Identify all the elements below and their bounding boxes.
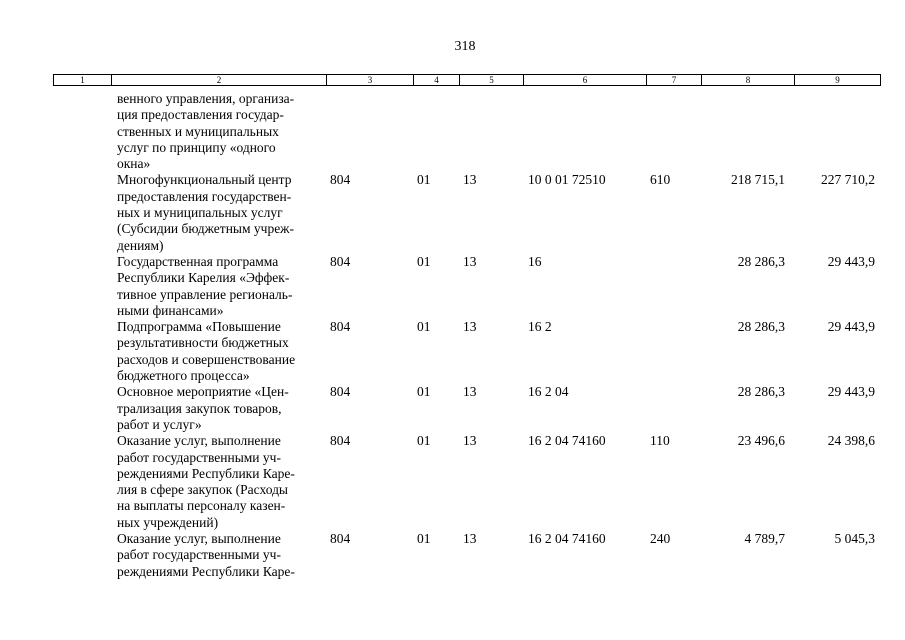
expense-type-code: 240: [650, 531, 671, 547]
table-row: [53, 531, 880, 580]
description-line: реждениями Республики Каре-: [117, 465, 295, 481]
row-description: [117, 254, 327, 319]
target-article-code: 16 2 04: [528, 384, 569, 400]
description-line: Подпрограмма «Повышение: [117, 319, 281, 335]
description-line: Республики Карелия «Эффек-: [117, 270, 290, 286]
row-description: [117, 531, 327, 580]
description-line: Оказание услуг, выполнение: [117, 433, 281, 449]
expense-type-code: 610: [650, 172, 671, 188]
table-row: [53, 433, 880, 531]
description-line: на выплаты персоналу казен-: [117, 498, 286, 514]
target-article-code: 16: [528, 253, 542, 269]
section-code: 01: [417, 433, 431, 449]
amount-year-2: 29 443,9: [827, 384, 875, 400]
column-header-3: 3: [327, 75, 414, 86]
section-code: 01: [417, 531, 431, 547]
description-line: Государственная программа: [117, 253, 279, 269]
target-article-code: 10 0 01 72510: [528, 172, 606, 188]
description-line: Основное мероприятие «Цен-: [117, 384, 289, 400]
column-number-header: [53, 74, 881, 86]
section-code: 01: [417, 384, 431, 400]
row-description: [117, 91, 327, 172]
description-line: бюджетного процесса»: [117, 368, 250, 384]
description-line: ными финансами»: [117, 302, 224, 318]
column-header-4: 4: [414, 75, 460, 86]
description-line: (Субсидии бюджетным учреж-: [117, 221, 295, 237]
description-line: венного управления, организа-: [117, 91, 295, 106]
ministry-code: 804: [330, 253, 351, 269]
description-line: Оказание услуг, выполнение: [117, 531, 281, 547]
target-article-code: 16 2 04 74160: [528, 433, 606, 449]
table-row: [53, 91, 880, 172]
table-row: [53, 384, 880, 433]
description-line: окна»: [117, 156, 151, 172]
column-header-1: 1: [54, 75, 112, 86]
budget-table-body: [53, 91, 880, 580]
description-line: дениям): [117, 237, 164, 253]
description-line: ственных и муниципальных: [117, 123, 279, 139]
description-line: услуг по принципу «одного: [117, 139, 276, 155]
amount-year-1: 4 789,7: [744, 531, 785, 547]
table-row: [53, 254, 880, 319]
amount-year-2: 227 710,2: [821, 172, 875, 188]
row-description: [117, 172, 327, 253]
subsection-code: 13: [463, 531, 477, 547]
amount-year-1: 28 286,3: [737, 319, 785, 335]
column-header-2: 2: [112, 75, 327, 86]
column-header-9: 9: [795, 75, 881, 86]
amount-year-2: 29 443,9: [827, 253, 875, 269]
description-line: предоставления государствен-: [117, 188, 292, 204]
description-line: Многофункциональный центр: [117, 172, 292, 188]
amount-year-1: 28 286,3: [737, 384, 785, 400]
section-code: 01: [417, 172, 431, 188]
description-line: ных учреждений): [117, 514, 219, 530]
amount-year-1: 23 496,6: [737, 433, 785, 449]
amount-year-2: 24 398,6: [827, 433, 875, 449]
subsection-code: 13: [463, 172, 477, 188]
column-header-8: 8: [702, 75, 795, 86]
amount-year-2: 5 045,3: [834, 531, 875, 547]
description-line: работ государственными уч-: [117, 449, 281, 465]
ministry-code: 804: [330, 319, 351, 335]
column-header-6: 6: [524, 75, 647, 86]
ministry-code: 804: [330, 384, 351, 400]
description-line: лия в сфере закупок (Расходы: [117, 482, 289, 498]
description-line: результативности бюджетных: [117, 335, 289, 351]
subsection-code: 13: [463, 253, 477, 269]
column-header-7: 7: [647, 75, 702, 86]
amount-year-1: 218 715,1: [731, 172, 785, 188]
column-header-5: 5: [460, 75, 524, 86]
table-row: [53, 172, 880, 253]
expense-type-code: 110: [650, 433, 670, 449]
target-article-code: 16 2: [528, 319, 552, 335]
description-line: ных и муниципальных услуг: [117, 205, 283, 221]
subsection-code: 13: [463, 433, 477, 449]
page-number: 318: [454, 39, 476, 54]
row-description: [117, 384, 327, 433]
target-article-code: 16 2 04 74160: [528, 531, 606, 547]
description-line: работ и услуг»: [117, 416, 202, 432]
subsection-code: 13: [463, 384, 477, 400]
ministry-code: 804: [330, 172, 351, 188]
section-code: 01: [417, 319, 431, 335]
description-line: ция предоставления государ-: [117, 107, 284, 123]
amount-year-1: 28 286,3: [737, 253, 785, 269]
table-row: [53, 319, 880, 384]
description-line: расходов и совершенствование: [117, 351, 296, 367]
ministry-code: 804: [330, 433, 351, 449]
ministry-code: 804: [330, 531, 351, 547]
description-line: работ государственными уч-: [117, 547, 281, 563]
subsection-code: 13: [463, 319, 477, 335]
description-line: реждениями Республики Каре-: [117, 563, 295, 579]
amount-year-2: 29 443,9: [827, 319, 875, 335]
description-line: трализация закупок товаров,: [117, 400, 282, 416]
row-description: [117, 319, 327, 384]
description-line: тивное управление региональ-: [117, 286, 293, 302]
section-code: 01: [417, 253, 431, 269]
row-description: [117, 433, 327, 531]
